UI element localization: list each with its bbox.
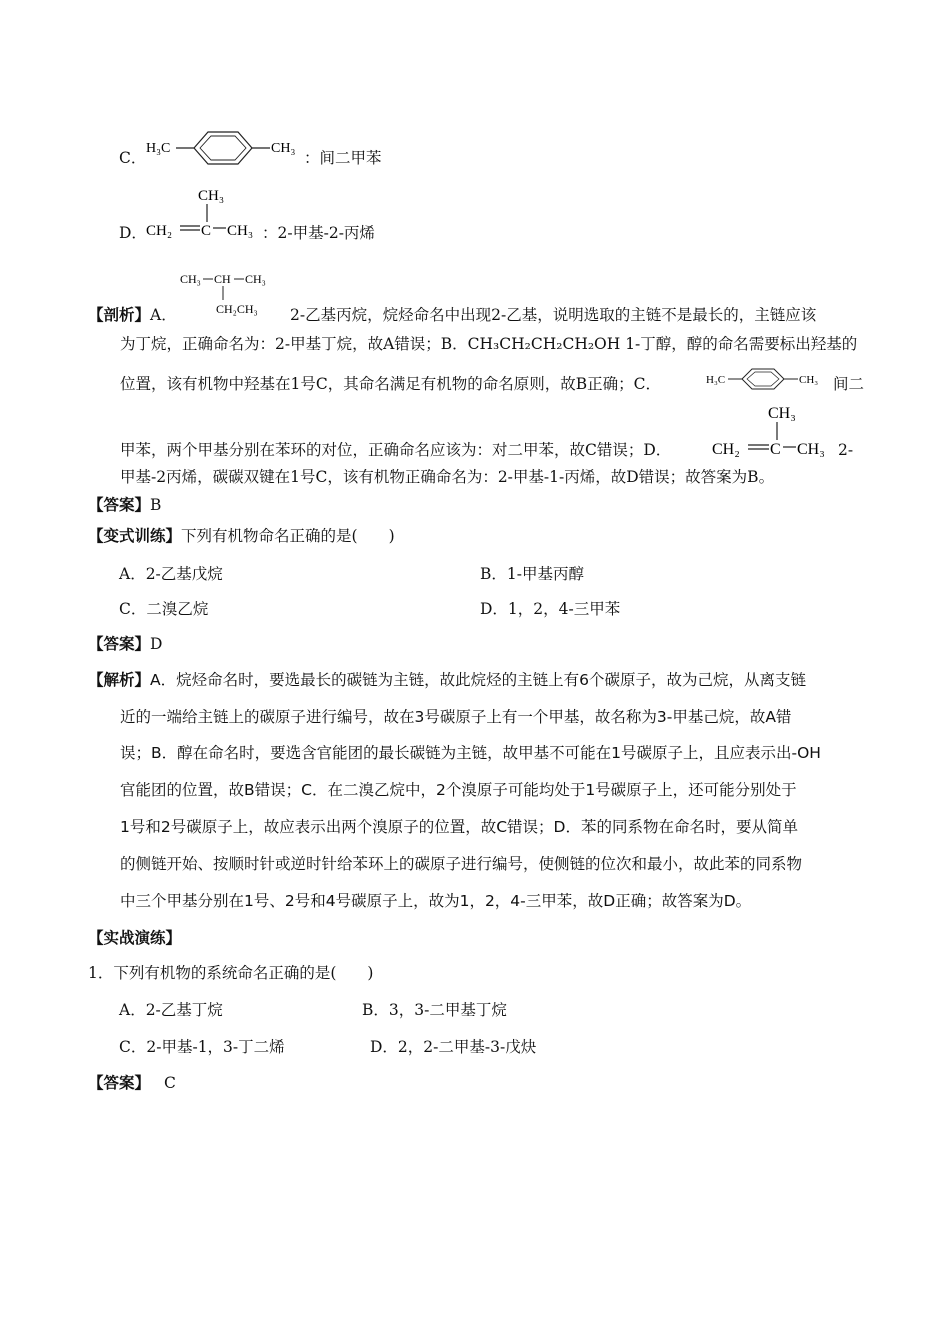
analysis2-line3: 误；B．醇在命名时，要选含官能团的最长碳链为主链，故甲基不可能在1号碳原子上，且应表示出-OH [120,744,821,762]
svg-text:CH₃: CH₃ [797,441,825,458]
answer1: 【答案】B [88,495,162,514]
svg-text:CH₂CH₃: CH₂CH₃ [216,302,258,316]
formula-h3c: H₃C [146,141,171,156]
analysis1-line4b: 2- [838,441,854,459]
formula-c: C [201,223,212,239]
svg-text:CH₂: CH₂ [712,441,740,458]
ethylpropane-structure [180,266,290,318]
analysis2-line4: 官能团的位置，故B错误；C．在二溴乙烷中，2个溴原子可能均处于1号碳原子上，还可能分别处于 [120,781,797,799]
analysis1-line3: 位置，该有机物中羟基在1号C，其命名满足有机物的命名原则，故B正确；C． [120,375,661,393]
formula-ch3-right: CH₃ [227,223,254,239]
analysis2-line1: 【解析】A．烷烃命名时，要选最长的碳链为主链，故此烷烃的主链上有6个碳原子，故为己烷，从离支链 [88,671,806,689]
svg-text:C: C [770,441,781,458]
practice-q1: 1．下列有机物的系统命名正确的是( ) [88,964,374,982]
variant-option-c: C．二溴乙烷 [119,600,209,618]
analysis2-line2: 近的一端给主链上的碳原子进行编号，故在3号碳原子上有一个甲基，故名称为3-甲基己烷，故A错 [120,708,792,726]
analysis1-line2: 为丁烷，正确命名为：2-甲基丁烷，故A错误；B．CH₃CH₂CH₂CH₂OH 1-丁醇，醇的命名需要标出羟基的 [120,335,858,353]
option-d-label: D． [119,224,147,242]
analysis2-line6: 的侧链开始、按顺时针或逆时针给苯环上的碳原子进行编号，使侧链的位次和最小，故此苯的同系物 [120,855,803,873]
answer2: 【答案】D [88,634,163,653]
svg-text:CH: CH [214,272,231,286]
answer3: 【答案】 C [88,1073,176,1092]
practice-option-b: B．3，3-二甲基丁烷 [362,1001,507,1019]
variant-question: 【变式训练】下列有机物命名正确的是( ) [88,526,395,545]
analysis2-line5: 1号和2号碳原子上，故应表示出两个溴原子的位置，故C错误；D．苯的同系物在命名时，要从简单 [120,818,798,836]
practice-heading: 【实战演练】 [88,928,182,947]
svg-text:CH₃: CH₃ [180,272,201,286]
variant-option-b: B．1-甲基丙醇 [480,565,584,583]
option-d-name: ：2-甲基-2-丙烯 [262,224,375,242]
option-c-name: ：间二甲苯 [304,149,382,167]
p-xylene-small [706,366,832,396]
isobutylene-structure-small [712,400,834,460]
option-c-label: C． [119,149,147,167]
formula-ch3: CH₃ [271,141,296,156]
analysis1-line3b: 间二 [833,375,865,393]
formula-ch3-top: CH₃ [198,188,225,204]
practice-option-a: A．2-乙基丁烷 [119,1001,223,1019]
analysis1-line4: 甲苯，两个甲基分别在苯环的对位，正确命名应该为：对二甲苯，故C错误；D． [120,441,672,459]
variant-option-d: D．1，2，4-三甲苯 [480,600,621,618]
analysis1-line1: 【剖析】A． [88,305,177,324]
variant-option-a: A．2-乙基戊烷 [119,565,223,583]
svg-text:H₃C: H₃C [706,374,726,386]
practice-option-c: C．2-甲基-1，3-丁二烯 [119,1038,285,1056]
svg-text:CH₃: CH₃ [768,405,796,422]
svg-text:CH₃: CH₃ [799,374,819,386]
practice-option-d: D．2，2-二甲基-3-戊炔 [370,1038,537,1056]
p-xylene-structure [146,124,306,172]
formula-ch2: CH₂ [146,223,173,239]
isobutylene-structure [146,182,266,240]
analysis1-line5: 甲基-2丙烯，碳碳双键在1号C，该有机物正确命名为：2-甲基-1-丙烯，故D错误；故答案为B。 [120,468,775,486]
analysis1-line1b: 2-乙基丙烷，烷烃命名中出现2-乙基，说明选取的主链不是最长的，主链应该 [290,306,817,324]
svg-text:CH₃: CH₃ [245,272,266,286]
analysis2-line7: 中三个甲基分别在1号、2号和4号碳原子上，故为1，2，4-三甲苯，故D正确；故答案为D。 [120,892,752,910]
